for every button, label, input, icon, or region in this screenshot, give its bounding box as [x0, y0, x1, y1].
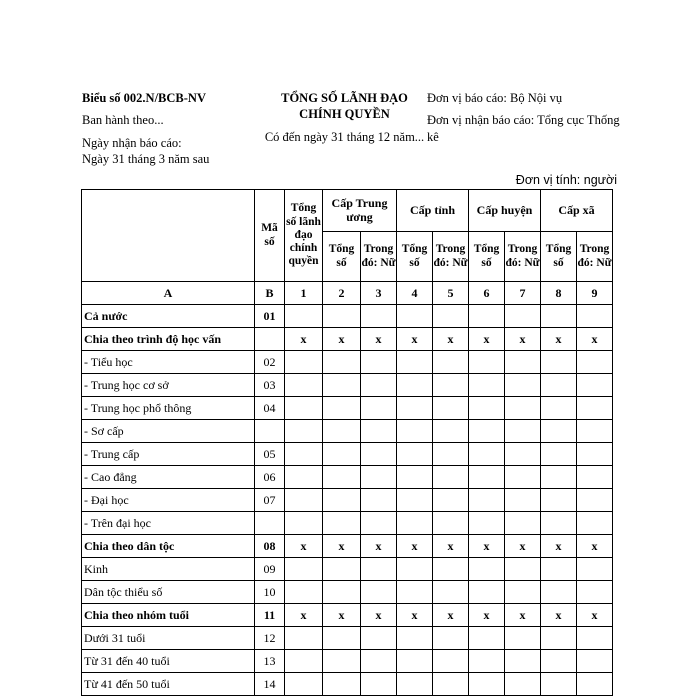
- unit-label: Đơn vị tính: người: [515, 173, 617, 187]
- value-cell[interactable]: [505, 397, 541, 420]
- value-cell[interactable]: [577, 650, 613, 673]
- index-cell: 1: [285, 282, 323, 305]
- not-applicable-cell: x: [323, 328, 361, 351]
- value-cell[interactable]: [505, 627, 541, 650]
- value-cell[interactable]: [469, 512, 505, 535]
- receive-date-value: Ngày 31 tháng 3 năm sau: [82, 151, 210, 166]
- index-cell: 6: [469, 282, 505, 305]
- row-code: 02: [255, 351, 285, 374]
- column-index-row: [82, 282, 613, 305]
- value-cell[interactable]: [285, 581, 323, 604]
- table-row: [82, 535, 613, 558]
- issued-by: Ban hành theo...: [82, 113, 164, 128]
- not-applicable-cell: x: [361, 328, 397, 351]
- table-row: [82, 397, 613, 420]
- not-applicable-cell: x: [541, 535, 577, 558]
- value-cell[interactable]: [577, 443, 613, 466]
- table-row: [82, 581, 613, 604]
- value-cell[interactable]: [433, 673, 469, 696]
- value-cell[interactable]: [323, 374, 361, 397]
- value-cell[interactable]: [505, 512, 541, 535]
- value-cell[interactable]: [397, 420, 433, 443]
- table-row: [82, 650, 613, 673]
- value-cell[interactable]: [577, 374, 613, 397]
- value-cell[interactable]: [505, 558, 541, 581]
- table-row: [82, 420, 613, 443]
- value-cell[interactable]: [285, 397, 323, 420]
- row-label: Từ 41 đến 50 tuổi: [82, 673, 255, 696]
- not-applicable-cell: x: [577, 604, 613, 627]
- value-cell[interactable]: [397, 443, 433, 466]
- value-cell[interactable]: [433, 627, 469, 650]
- value-cell[interactable]: [541, 512, 577, 535]
- not-applicable-cell: x: [285, 535, 323, 558]
- row-label: - Trên đại học: [82, 512, 255, 535]
- value-cell[interactable]: [541, 489, 577, 512]
- value-cell[interactable]: [505, 673, 541, 696]
- value-cell[interactable]: [505, 466, 541, 489]
- sub-female-header: Trong đó: Nữ: [361, 232, 397, 282]
- sub-female-header: Trong đó: Nữ: [577, 232, 613, 282]
- value-cell[interactable]: [577, 627, 613, 650]
- row-label: - Trung học cơ sở: [82, 374, 255, 397]
- value-cell[interactable]: [397, 305, 433, 328]
- not-applicable-cell: x: [323, 535, 361, 558]
- value-cell[interactable]: [397, 489, 433, 512]
- report-period: Có đến ngày 31 tháng 12 năm...: [264, 129, 425, 144]
- value-cell[interactable]: [285, 305, 323, 328]
- row-label: Dưới 31 tuổi: [82, 627, 255, 650]
- value-cell[interactable]: [469, 420, 505, 443]
- value-cell[interactable]: [469, 558, 505, 581]
- value-cell[interactable]: [541, 673, 577, 696]
- value-cell[interactable]: [469, 374, 505, 397]
- title-line-1: TỔNG SỐ LÃNH ĐẠO: [281, 91, 408, 105]
- value-cell[interactable]: [505, 374, 541, 397]
- receiving-unit: Đơn vị nhận báo cáo: Tổng cục Thống kê: [427, 113, 620, 144]
- value-cell[interactable]: [285, 512, 323, 535]
- value-cell[interactable]: [361, 627, 397, 650]
- row-label: - Tiểu học: [82, 351, 255, 374]
- value-cell[interactable]: [469, 627, 505, 650]
- value-cell[interactable]: [361, 374, 397, 397]
- value-cell[interactable]: [397, 558, 433, 581]
- table-row: [82, 604, 613, 627]
- not-applicable-cell: x: [361, 604, 397, 627]
- value-cell[interactable]: [323, 650, 361, 673]
- not-applicable-cell: x: [323, 604, 361, 627]
- table-row: [82, 489, 613, 512]
- not-applicable-cell: x: [541, 604, 577, 627]
- index-cell: 3: [361, 282, 397, 305]
- value-cell[interactable]: [469, 397, 505, 420]
- row-label: Chia theo trình độ học vấn: [82, 328, 255, 351]
- header-center: [262, 90, 427, 145]
- not-applicable-cell: x: [285, 604, 323, 627]
- not-applicable-cell: x: [397, 604, 433, 627]
- value-cell[interactable]: [361, 650, 397, 673]
- value-cell[interactable]: [397, 351, 433, 374]
- row-code: 08: [255, 535, 285, 558]
- value-cell[interactable]: [541, 466, 577, 489]
- value-cell[interactable]: [323, 351, 361, 374]
- code-header: Mã số: [255, 190, 285, 282]
- group-header: Cấp xã: [541, 190, 613, 232]
- value-cell[interactable]: [433, 305, 469, 328]
- value-cell[interactable]: [285, 420, 323, 443]
- not-applicable-cell: x: [433, 328, 469, 351]
- value-cell[interactable]: [433, 420, 469, 443]
- row-code: 12: [255, 627, 285, 650]
- value-cell[interactable]: [285, 650, 323, 673]
- value-cell[interactable]: [323, 673, 361, 696]
- value-cell[interactable]: [397, 627, 433, 650]
- value-cell[interactable]: [577, 558, 613, 581]
- label-header: [82, 190, 255, 282]
- value-cell[interactable]: [323, 443, 361, 466]
- index-cell: 5: [433, 282, 469, 305]
- value-cell[interactable]: [323, 558, 361, 581]
- row-label: - Đại học: [82, 489, 255, 512]
- row-code: 13: [255, 650, 285, 673]
- table-row: [82, 627, 613, 650]
- value-cell[interactable]: [577, 489, 613, 512]
- row-code: 04: [255, 397, 285, 420]
- not-applicable-cell: x: [577, 535, 613, 558]
- form-code: Biểu số 002.N/BCB-NV: [82, 91, 206, 105]
- not-applicable-cell: x: [361, 535, 397, 558]
- value-cell[interactable]: [323, 305, 361, 328]
- group-header: Cấp huyện: [469, 190, 541, 232]
- value-cell[interactable]: [577, 397, 613, 420]
- value-cell[interactable]: [433, 397, 469, 420]
- value-cell[interactable]: [541, 443, 577, 466]
- receive-date-label: Ngày nhận báo cáo:: [82, 135, 182, 150]
- value-cell[interactable]: [397, 512, 433, 535]
- value-cell[interactable]: [541, 351, 577, 374]
- value-cell[interactable]: [577, 420, 613, 443]
- row-label: Chia theo nhóm tuổi: [82, 604, 255, 627]
- not-applicable-cell: x: [433, 604, 469, 627]
- value-cell[interactable]: [433, 374, 469, 397]
- value-cell[interactable]: [433, 512, 469, 535]
- table-row: [82, 374, 613, 397]
- index-cell: 8: [541, 282, 577, 305]
- value-cell[interactable]: [323, 581, 361, 604]
- value-cell[interactable]: [285, 558, 323, 581]
- value-cell[interactable]: [505, 443, 541, 466]
- value-cell[interactable]: [505, 650, 541, 673]
- not-applicable-cell: x: [505, 328, 541, 351]
- value-cell[interactable]: [541, 397, 577, 420]
- value-cell[interactable]: [469, 650, 505, 673]
- value-cell[interactable]: [361, 512, 397, 535]
- value-cell[interactable]: [361, 489, 397, 512]
- sub-total-header: Tổng số: [323, 232, 361, 282]
- value-cell[interactable]: [577, 305, 613, 328]
- row-label: - Sơ cấp: [82, 420, 255, 443]
- value-cell[interactable]: [505, 581, 541, 604]
- value-cell[interactable]: [397, 397, 433, 420]
- row-code: 14: [255, 673, 285, 696]
- value-cell[interactable]: [285, 627, 323, 650]
- value-cell[interactable]: [361, 305, 397, 328]
- value-cell[interactable]: [433, 581, 469, 604]
- header-left: [82, 90, 257, 173]
- row-code: 05: [255, 443, 285, 466]
- sub-total-header: Tổng số: [397, 232, 433, 282]
- value-cell[interactable]: [285, 466, 323, 489]
- value-cell[interactable]: [577, 351, 613, 374]
- row-code: [255, 420, 285, 443]
- value-cell[interactable]: [323, 627, 361, 650]
- not-applicable-cell: x: [469, 328, 505, 351]
- index-cell: 2: [323, 282, 361, 305]
- value-cell[interactable]: [541, 558, 577, 581]
- value-cell[interactable]: [361, 420, 397, 443]
- row-label: Từ 31 đến 40 tuổi: [82, 650, 255, 673]
- value-cell[interactable]: [285, 443, 323, 466]
- not-applicable-cell: x: [505, 535, 541, 558]
- row-code: [255, 512, 285, 535]
- row-label: Cả nước: [82, 305, 255, 328]
- row-label: Kinh: [82, 558, 255, 581]
- value-cell[interactable]: [361, 558, 397, 581]
- index-cell: B: [255, 282, 285, 305]
- value-cell[interactable]: [577, 673, 613, 696]
- value-cell[interactable]: [361, 443, 397, 466]
- value-cell[interactable]: [433, 351, 469, 374]
- value-cell[interactable]: [469, 581, 505, 604]
- value-cell[interactable]: [361, 466, 397, 489]
- table-row: [82, 512, 613, 535]
- sub-total-header: Tổng số: [541, 232, 577, 282]
- not-applicable-cell: x: [397, 328, 433, 351]
- not-applicable-cell: x: [285, 328, 323, 351]
- value-cell[interactable]: [361, 673, 397, 696]
- index-cell: A: [82, 282, 255, 305]
- row-code: 10: [255, 581, 285, 604]
- value-cell[interactable]: [285, 351, 323, 374]
- value-cell[interactable]: [323, 489, 361, 512]
- index-cell: 9: [577, 282, 613, 305]
- value-cell[interactable]: [397, 466, 433, 489]
- value-cell[interactable]: [577, 512, 613, 535]
- sub-total-header: Tổng số: [469, 232, 505, 282]
- not-applicable-cell: x: [505, 604, 541, 627]
- value-cell[interactable]: [469, 443, 505, 466]
- row-code: 07: [255, 489, 285, 512]
- value-cell[interactable]: [433, 558, 469, 581]
- value-cell[interactable]: [505, 305, 541, 328]
- value-cell[interactable]: [323, 397, 361, 420]
- row-code: 11: [255, 604, 285, 627]
- row-code: 03: [255, 374, 285, 397]
- sub-female-header: Trong đó: Nữ: [505, 232, 541, 282]
- value-cell[interactable]: [433, 650, 469, 673]
- value-cell[interactable]: [285, 374, 323, 397]
- value-cell[interactable]: [397, 374, 433, 397]
- table-row: [82, 351, 613, 374]
- value-cell[interactable]: [433, 466, 469, 489]
- value-cell[interactable]: [469, 489, 505, 512]
- value-cell[interactable]: [323, 512, 361, 535]
- value-cell[interactable]: [469, 351, 505, 374]
- row-label: Dân tộc thiểu số: [82, 581, 255, 604]
- row-label: Chia theo dân tộc: [82, 535, 255, 558]
- total-header: Tổng số lãnh đạo chính quyền: [285, 190, 323, 282]
- value-cell[interactable]: [323, 466, 361, 489]
- value-cell[interactable]: [469, 305, 505, 328]
- value-cell[interactable]: [433, 443, 469, 466]
- value-cell[interactable]: [541, 420, 577, 443]
- row-label: - Trung học phổ thông: [82, 397, 255, 420]
- title-line-2: CHÍNH QUYỀN: [299, 107, 390, 122]
- value-cell[interactable]: [505, 420, 541, 443]
- group-header: Cấp Trung ương: [323, 190, 397, 232]
- header-right: [427, 90, 622, 151]
- table-row: [82, 558, 613, 581]
- row-label: - Trung cấp: [82, 443, 255, 466]
- table-row: [82, 466, 613, 489]
- value-cell[interactable]: [469, 466, 505, 489]
- value-cell[interactable]: [577, 581, 613, 604]
- not-applicable-cell: x: [397, 535, 433, 558]
- not-applicable-cell: x: [541, 328, 577, 351]
- index-cell: 7: [505, 282, 541, 305]
- value-cell[interactable]: [541, 374, 577, 397]
- group-header: Cấp tỉnh: [397, 190, 469, 232]
- value-cell[interactable]: [541, 581, 577, 604]
- table-row: [82, 673, 613, 696]
- value-cell[interactable]: [505, 489, 541, 512]
- value-cell[interactable]: [577, 466, 613, 489]
- value-cell[interactable]: [541, 650, 577, 673]
- value-cell[interactable]: [505, 351, 541, 374]
- report-table: [81, 189, 613, 696]
- value-cell[interactable]: [433, 489, 469, 512]
- value-cell[interactable]: [397, 673, 433, 696]
- table-row: [82, 328, 613, 351]
- not-applicable-cell: x: [469, 604, 505, 627]
- value-cell[interactable]: [541, 305, 577, 328]
- value-cell[interactable]: [361, 397, 397, 420]
- index-cell: 4: [397, 282, 433, 305]
- value-cell[interactable]: [397, 581, 433, 604]
- row-code: 01: [255, 305, 285, 328]
- sub-female-header: Trong đó: Nữ: [433, 232, 469, 282]
- value-cell[interactable]: [541, 627, 577, 650]
- value-cell[interactable]: [323, 420, 361, 443]
- not-applicable-cell: x: [577, 328, 613, 351]
- row-code: 06: [255, 466, 285, 489]
- value-cell[interactable]: [285, 489, 323, 512]
- row-code: [255, 328, 285, 351]
- value-cell[interactable]: [397, 650, 433, 673]
- value-cell[interactable]: [361, 351, 397, 374]
- table-row: [82, 443, 613, 466]
- value-cell[interactable]: [285, 673, 323, 696]
- row-code: 09: [255, 558, 285, 581]
- row-label: - Cao đẳng: [82, 466, 255, 489]
- table-row: [82, 305, 613, 328]
- value-cell[interactable]: [469, 673, 505, 696]
- not-applicable-cell: x: [433, 535, 469, 558]
- reporting-unit: Đơn vị báo cáo: Bộ Nội vụ: [427, 91, 563, 105]
- value-cell[interactable]: [361, 581, 397, 604]
- not-applicable-cell: x: [469, 535, 505, 558]
